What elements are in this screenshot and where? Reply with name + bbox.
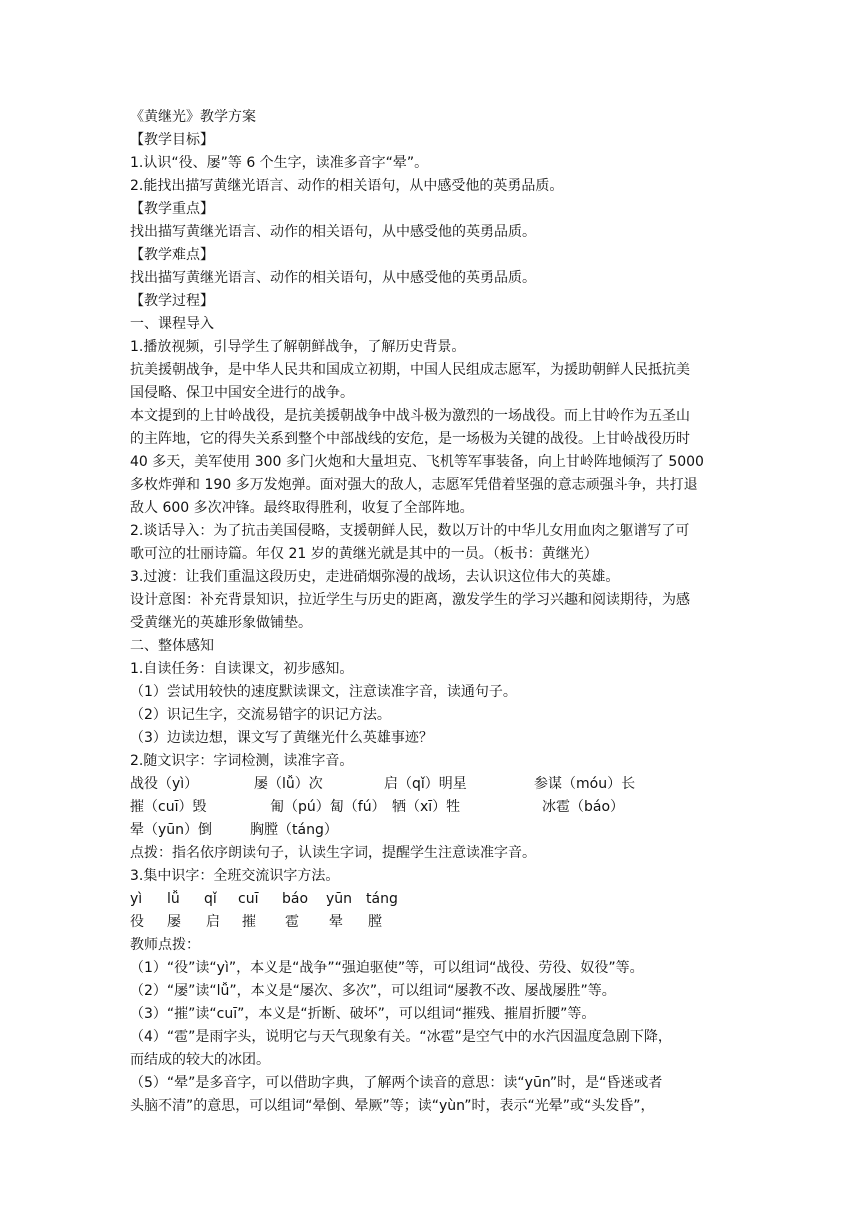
pinyin-item: qǐ — [204, 891, 217, 907]
text-line: 2.谈话导入：为了抗击美国侵略，支援朝鲜人民，数以万计的中华儿女用血肉之躯谱写了可 — [130, 523, 690, 539]
pinyin-item: báo — [282, 891, 309, 907]
pinyin-item: cuī — [238, 891, 259, 907]
document-body — [130, 106, 732, 1118]
text-line: （3）“摧”读“cuī”，本义是“折断、破坏”，可以组词“摧残、摧眉折腰”等。 — [130, 1006, 596, 1022]
section-heading: 【教学重点】 — [130, 201, 214, 217]
word-item: 冰雹（báo） — [542, 799, 625, 815]
word-item: 启（qǐ）明星 — [384, 776, 467, 792]
character-item: 雹 — [285, 914, 299, 930]
word-row-3 — [130, 819, 732, 842]
text-line: 敌人 600 多次冲锋。最终取得胜利，收复了全部阵地。 — [130, 500, 474, 516]
character-item: 役 — [130, 914, 144, 930]
word-item: 牺（xī）牲 — [392, 799, 461, 815]
word-row-2 — [130, 796, 732, 819]
text-line: 多枚炸弹和 190 多万发炮弹。面对强大的敌人，志愿军凭借着坚强的意志顽强斗争，共打退 — [130, 477, 698, 493]
word-item: 屡（lǚ）次 — [254, 776, 323, 792]
character-item: 启 — [206, 914, 220, 930]
text-line: 的主阵地，它的得失关系到整个中部战线的安危，是一场极为关键的战役。上甘岭战役历时 — [130, 431, 690, 447]
text-line: 1.自读任务：自读课文，初步感知。 — [130, 661, 354, 677]
section-heading: 【教学目标】 — [130, 132, 214, 148]
section-heading: 【教学过程】 — [130, 293, 214, 309]
text-line: 抗美援朝战争，是中华人民共和国成立初期，中国人民组成志愿军，为援助朝鲜人民抵抗美 — [130, 362, 690, 378]
word-item: 匍（pú）匐（fú） — [270, 799, 386, 815]
word-row-1 — [130, 773, 732, 796]
subsection-heading: 二、整体感知 — [130, 638, 214, 654]
text-line: 受黄继光的英雄形象做铺垫。 — [130, 615, 312, 631]
text-line: 2.能找出描写黄继光语言、动作的相关语句，从中感受他的英勇品质。 — [130, 178, 564, 194]
text-line: （2）识记生字，交流易错字的识记方法。 — [130, 707, 391, 723]
text-line: 找出描写黄继光语言、动作的相关语句，从中感受他的英勇品质。 — [130, 224, 536, 240]
pinyin-item: táng — [366, 891, 398, 907]
text-line: 本文提到的上甘岭战役，是抗美援朝战争中战斗极为激烈的一场战役。而上甘岭作为五圣山 — [130, 408, 690, 424]
text-line: （2）“屡”读“lǚ”，本义是“屡次、多次”，可以组词“屡教不改、屡战屡胜”等。 — [130, 983, 616, 999]
text-line: 40 多天，美军使用 300 多门火炮和大量坦克、飞机等军事装备，向上甘岭阵地倾泻了 5000 — [130, 454, 704, 470]
character-item: 摧 — [242, 914, 256, 930]
text-line: 头脑不清”的意思，可以组词“晕倒、晕厥”等；读“yùn”时，表示“光晕”或“头发昏”， — [130, 1098, 655, 1114]
word-item: 胸膛（táng） — [250, 822, 338, 838]
character-item: 屡 — [167, 914, 181, 930]
text-line: 教师点拨： — [130, 937, 200, 953]
character-item: 晕 — [329, 914, 343, 930]
text-line: 国侵略、保卫中国安全进行的战争。 — [130, 385, 354, 401]
text-line: 找出描写黄继光语言、动作的相关语句，从中感受他的英勇品质。 — [130, 270, 536, 286]
word-item: 参谋（móu）长 — [534, 776, 636, 792]
text-line: （1）“役”读“yì”，本义是“战争”“强迫驱使”等，可以组词“战役、劳役、奴役”等。 — [130, 960, 644, 976]
text-line: 2.随文识字：字词检测，读准字音。 — [130, 753, 354, 769]
section-heading: 【教学难点】 — [130, 247, 214, 263]
text-line: （3）边读边想，课文写了黄继光什么英雄事迹？ — [130, 730, 433, 746]
word-item: 摧（cuī）毁 — [130, 799, 207, 815]
character-item: 膛 — [368, 914, 382, 930]
character-row — [130, 911, 732, 934]
pinyin-row — [130, 888, 732, 911]
text-line: 而结成的较大的冰团。 — [130, 1052, 270, 1068]
subsection-heading: 一、课程导入 — [130, 316, 214, 332]
text-line: （4）“雹”是雨字头，说明它与天气现象有关。“冰雹”是空气中的水汽因温度急剧下降， — [130, 1029, 672, 1045]
text-line: 1.认识“役、屡”等 6 个生字，读准多音字“晕”。 — [130, 155, 429, 171]
text-line: （5）“晕”是多音字，可以借助字典，了解两个读音的意思：读“yūn”时，是“昏迷或者 — [130, 1075, 663, 1091]
text-line: 歌可泣的壮丽诗篇。年仅 21 岁的黄继光就是其中的一员。（板书：黄继光） — [130, 546, 598, 562]
word-item: 晕（yūn）倒 — [130, 822, 213, 838]
text-line: （1）尝试用较快的速度默读课文，注意读准字音，读通句子。 — [130, 684, 517, 700]
text-line: 设计意图：补充背景知识，拉近学生与历史的距离，激发学生的学习兴趣和阅读期待，为感 — [130, 592, 690, 608]
pinyin-item: yì — [130, 891, 143, 907]
document-title: 《黄继光》教学方案 — [130, 109, 256, 125]
text-line: 点拨：指名依序朗读句子，认读生字词，提醒学生注意读准字音。 — [130, 845, 536, 861]
text-line: 3.过渡：让我们重温这段历史，走进硝烟弥漫的战场，去认识这位伟大的英雄。 — [130, 569, 620, 585]
pinyin-item: yūn — [326, 891, 353, 907]
word-item: 战役（yì） — [130, 776, 199, 792]
text-line: 1.播放视频，引导学生了解朝鲜战争，了解历史背景。 — [130, 339, 466, 355]
text-line: 3.集中识字：全班交流识字方法。 — [130, 868, 340, 884]
pinyin-item: lǚ — [167, 891, 180, 907]
